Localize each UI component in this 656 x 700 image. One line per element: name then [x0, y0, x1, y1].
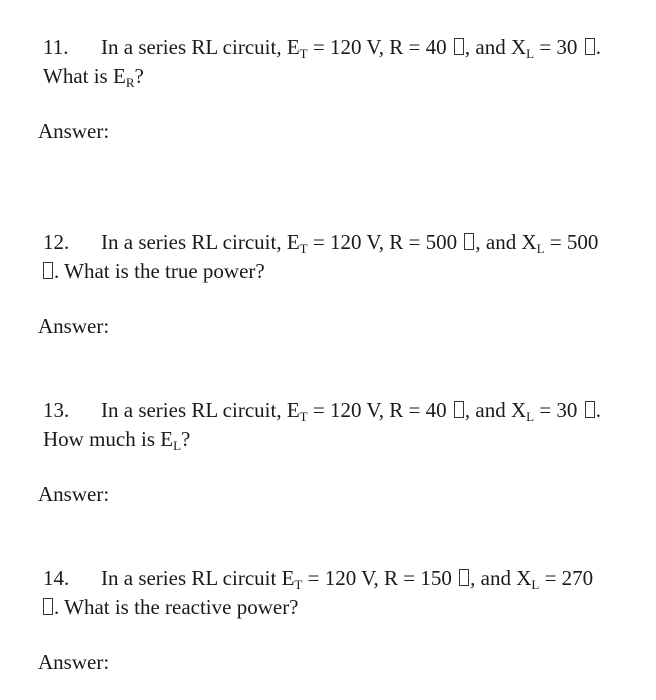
ohm-symbol-box-icon: [43, 262, 53, 279]
question-number: 11.: [43, 35, 69, 59]
question-14: 14. In a series RL circuit $E_T = 120$ V, R = 150 , and $X_L = 270$ . What is the reactive power?: [43, 566, 594, 619]
ohm-symbol-box-icon: [464, 233, 474, 250]
answer-label-13: Answer:: [38, 482, 110, 506]
ohm-symbol-box-icon: [459, 569, 469, 586]
ohm-symbol-box-icon: [585, 401, 595, 418]
question-number: 12.: [43, 230, 70, 254]
ohm-symbol-box-icon: [454, 401, 464, 418]
ohm-symbol-box-icon: [585, 38, 595, 55]
answer-label-11: Answer:: [38, 119, 110, 143]
answer-label-12: Answer:: [38, 314, 110, 338]
question-11: 11. In a series RL circuit, $E_T = 120$ V, R = 40 , and $X_L = 30$ . What is $E_R$?: [43, 35, 601, 90]
question-number: 14.: [43, 566, 70, 590]
answer-label-14: Answer:: [38, 650, 110, 674]
ohm-symbol-box-icon: [43, 598, 53, 615]
question-12: 12. In a series RL circuit, $E_T = 120$ V, R = 500 , and $X_L = 500$ . What is the true power?: [43, 230, 599, 283]
question-13: 13. In a series RL circuit, $E_T = 120$ V, R = 40 , and $X_L = 30$ . How much is $E_L$?: [43, 398, 601, 453]
ohm-symbol-box-icon: [454, 38, 464, 55]
question-number: 13.: [43, 398, 70, 422]
